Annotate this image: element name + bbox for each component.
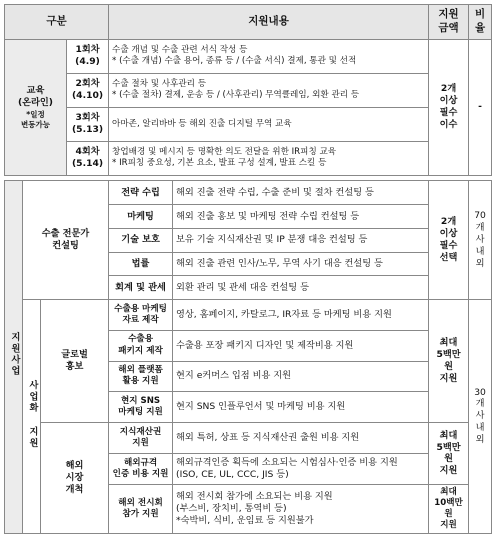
education-row-4	[5, 141, 492, 175]
consulting-item-desc: 해외 진출 전략 수립, 수출 준비 및 절차 컨설팅 등	[173, 180, 429, 205]
session-1-number: 1회차 (4.9)	[67, 39, 109, 73]
education-row-2	[5, 73, 492, 107]
consulting-amount: 2개 이상 필수 선택	[429, 180, 469, 299]
consulting-item-desc: 보유 기술 지식재산권 및 IP 분쟁 대응 컨설팅 등	[173, 228, 429, 252]
header-content: 지원내용	[109, 5, 429, 40]
consulting-item-name: 법률	[109, 252, 173, 276]
support-program-table-page	[4, 4, 491, 534]
business-item-name: 수출용 마케팅 자료 제작	[109, 299, 173, 330]
market-label: 해외 시장 개척	[41, 423, 109, 534]
session-3-content: 아마존, 알리바바 등 해외 진출 디지털 무역 교육	[109, 107, 429, 141]
business-item-name: 해외 플랫폼 활용 지원	[109, 361, 173, 392]
business-item-desc: 해외규격인증 획득에 소요되는 시험심사·인증 비용 지원 (ISO, CE, UL, CCC, JIS 등)	[173, 453, 429, 484]
consulting-item-desc: 해외 진출 관련 인사/노무, 무역 사기 대응 컨설팅 등	[173, 252, 429, 276]
education-ratio: -	[469, 39, 492, 175]
education-note: *일정 변동가능	[21, 110, 50, 130]
promotion-row-1	[5, 299, 492, 330]
consulting-item-name: 회계 및 관세	[109, 276, 173, 300]
promotion-label: 글로벌 홍보	[41, 299, 109, 422]
header-category: 구분	[5, 5, 109, 40]
header-amount: 지원 금액	[429, 5, 469, 40]
business-item-desc: 현지 e커머스 입점 비용 지원	[173, 361, 429, 392]
business-item-desc: 수출용 포장 패키지 디자인 및 제작비용 지원	[173, 330, 429, 361]
consulting-item-desc: 외환 관리 및 관세 대응 컨설팅 등	[173, 276, 429, 300]
education-row-1	[5, 39, 492, 73]
consulting-label: 수출 전문가 컨설팅	[23, 180, 109, 299]
business-item-desc: 영상, 홈페이지, 카탈로그, IR자료 등 마케팅 비용 지원	[173, 299, 429, 330]
education-label: 교육 (온라인)	[17, 84, 54, 108]
session-4-content: 창업배경 및 메시지 등 명확한 의도 전달을 위한 IR피칭 교육 * IR피칭 중요성, 기본 요소, 발표 구성 설계, 발표 스킬 등	[109, 141, 429, 175]
session-2-number: 2회차 (4.10)	[67, 73, 109, 107]
session-1-content: 수출 개념 및 수출 관련 서식 작성 등 * (수출 개념) 수출 용어, 종류 등 / (수출 서식) 결제, 통관 및 선적	[109, 39, 429, 73]
business-item-name: 해외 전시회 참가 지원	[109, 484, 173, 533]
header-row	[5, 5, 492, 40]
business-label-cell	[23, 299, 41, 533]
business-item-name: 현지 SNS 마케팅 지원	[109, 392, 173, 423]
session-4-number: 4회차 (5.14)	[67, 141, 109, 175]
support-program-table	[4, 4, 492, 534]
header-ratio: 비 율	[469, 5, 492, 40]
session-3-number: 3회차 (5.13)	[67, 107, 109, 141]
business-item-name: 지식재산권 지원	[109, 423, 173, 454]
consulting-item-name: 전략 수립	[109, 180, 173, 205]
consulting-row-1	[5, 180, 492, 205]
market-ip-amount: 최대 5백만원 지원	[429, 423, 469, 485]
business-item-desc: 해외 특허, 상표 등 지식재산권 출원 비용 지원	[173, 423, 429, 454]
consulting-ratio: 70 개사 내외	[469, 180, 492, 299]
support-label-cell	[5, 180, 23, 533]
business-label: 사업화 지원	[26, 379, 38, 449]
promotion-amount: 최대 5백만원 지원	[429, 299, 469, 422]
business-item-name: 수출용 패키지 제작	[109, 330, 173, 361]
market-row-1	[5, 423, 492, 454]
consulting-item-name: 마케팅	[109, 205, 173, 229]
education-label-cell	[5, 39, 67, 175]
business-item-name: 해외규격 인증 비용 지원	[109, 453, 173, 484]
education-row-3	[5, 107, 492, 141]
education-amount: 2개 이상 필수 이수	[429, 39, 469, 175]
business-item-desc: 해외 전시회 참가에 소요되는 비용 지원 (부스비, 장치비, 통역비 등) *숙박비, 식비, 운임료 등 지원불가	[173, 484, 429, 533]
consulting-item-name: 기술 보호	[109, 228, 173, 252]
consulting-item-desc: 해외 진출 홍보 및 마케팅 전략 수립 컨설팅 등	[173, 205, 429, 229]
business-ratio: 30 개사 내외	[469, 299, 492, 533]
session-2-content: 수출 절차 및 사후관리 등 * (수출 절차) 결제, 운송 등 / (사후관리) 무역클레임, 외환 관리 등	[109, 73, 429, 107]
business-item-desc: 현지 SNS 인플루언서 및 마케팅 비용 지원	[173, 392, 429, 423]
market-expo-amount: 최대 10백만원 지원	[429, 484, 469, 533]
support-label: 지원사업	[8, 332, 20, 378]
